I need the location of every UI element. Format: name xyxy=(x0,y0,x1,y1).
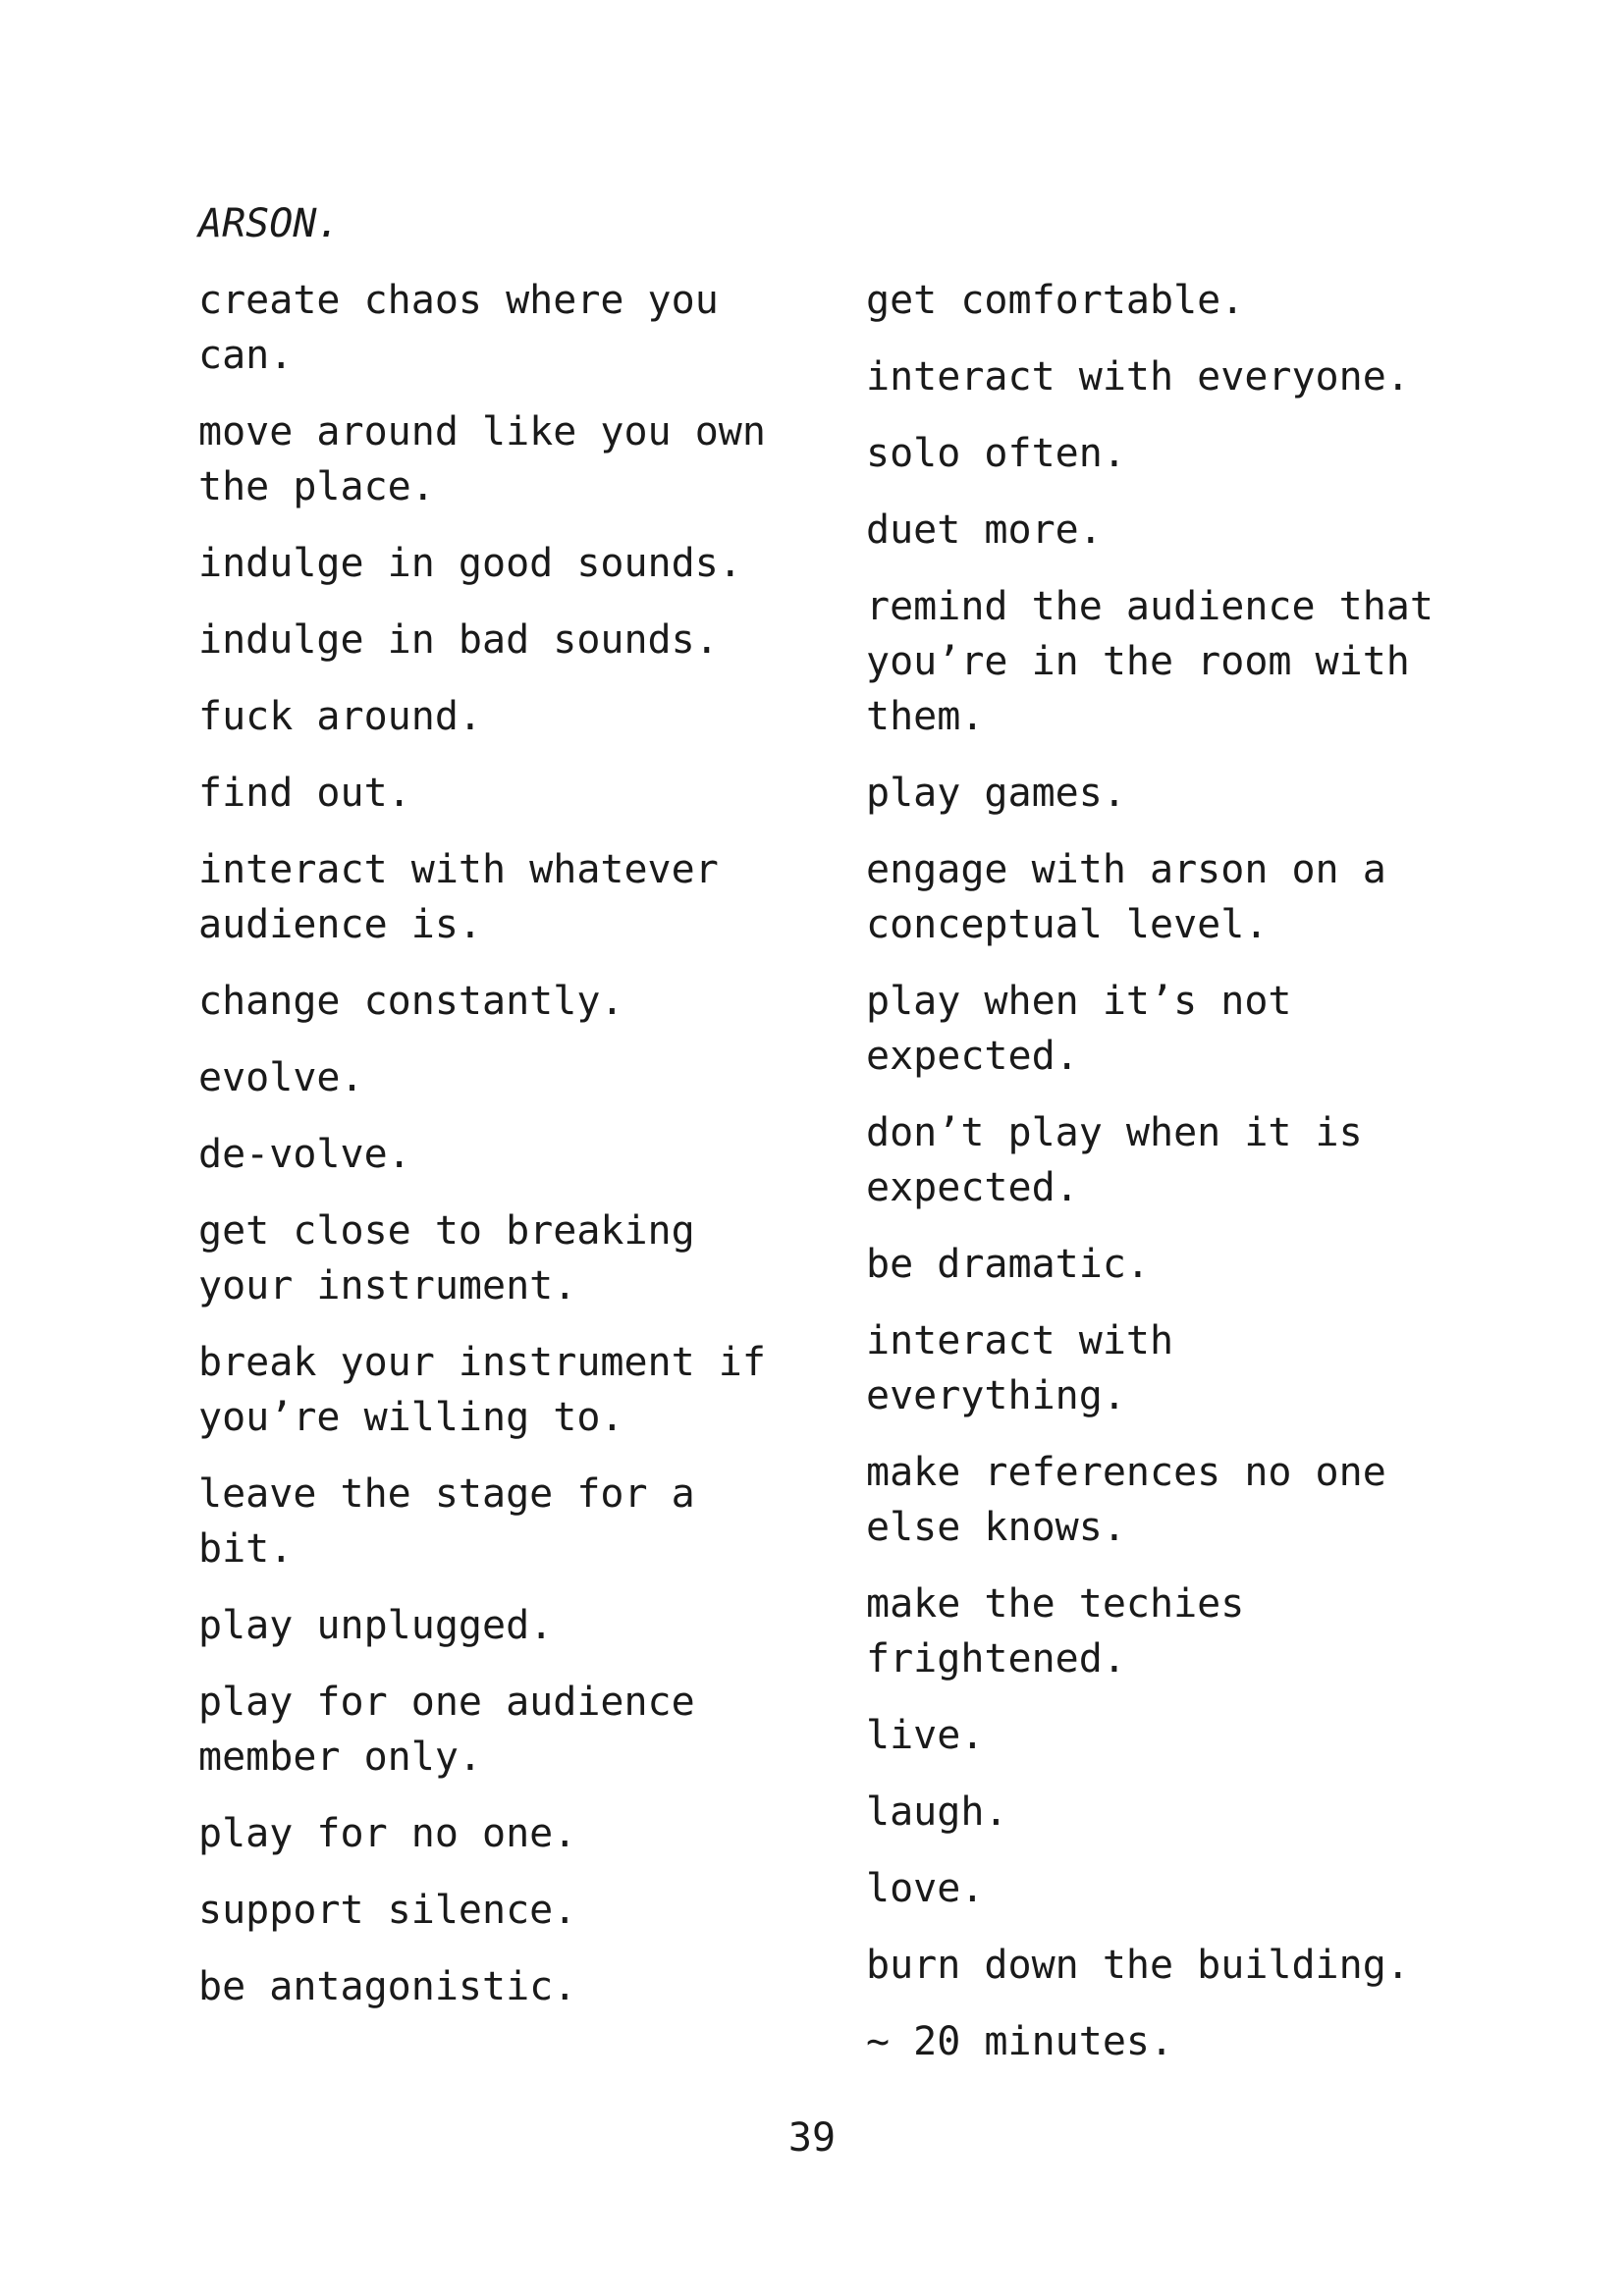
list-item: burn down the building. xyxy=(866,1943,1410,1988)
list-item: indulge in bad sounds. xyxy=(198,617,719,663)
instruction-list-left xyxy=(198,273,787,2014)
list-item: change constantly. xyxy=(198,979,624,1024)
list-item: be antagonistic. xyxy=(198,1964,577,2009)
list-item: support silence. xyxy=(198,1888,577,1933)
list-item: solo often. xyxy=(866,431,1126,476)
list-item: engage with arson on a conceptual level. xyxy=(866,847,1386,947)
left-column xyxy=(198,273,787,2036)
list-item: laugh. xyxy=(866,1789,1008,1835)
list-item: interact with everything. xyxy=(866,1318,1174,1418)
list-item: get comfortable. xyxy=(866,278,1245,323)
instruction-list-right xyxy=(866,273,1455,2069)
list-item: duet more. xyxy=(866,507,1103,553)
list-item: play games. xyxy=(866,771,1126,816)
list-item: interact with everyone. xyxy=(866,354,1410,400)
list-item: live. xyxy=(866,1713,985,1758)
list-item: play for no one. xyxy=(198,1811,577,1856)
right-column xyxy=(866,273,1455,2091)
list-item: find out. xyxy=(198,771,411,816)
list-item: ~ 20 minutes. xyxy=(866,2019,1174,2064)
list-item: make references no one else knows. xyxy=(866,1450,1386,1550)
list-item: create chaos where you can. xyxy=(198,278,719,378)
list-item: move around like you own the place. xyxy=(198,409,766,509)
list-item: play unplugged. xyxy=(198,1603,554,1648)
list-item: love. xyxy=(866,1866,985,1911)
list-item: get close to breaking your instrument. xyxy=(198,1208,695,1308)
list-item: play for one audience member only. xyxy=(198,1680,695,1780)
list-item: indulge in good sounds. xyxy=(198,541,742,586)
list-item: play when it’s not expected. xyxy=(866,979,1292,1079)
list-item: leave the stage for a bit. xyxy=(198,1471,695,1572)
list-item: be dramatic. xyxy=(866,1242,1150,1287)
list-item: de-volve. xyxy=(198,1132,411,1177)
list-item: interact with whatever audience is. xyxy=(198,847,719,947)
list-item: break your instrument if you’re willing to. xyxy=(198,1340,766,1440)
list-item: make the techies frightened. xyxy=(866,1581,1245,1682)
list-item: evolve. xyxy=(198,1055,364,1100)
page-number: 39 xyxy=(787,2115,837,2161)
list-item: fuck around. xyxy=(198,694,482,739)
list-item: don’t play when it is expected. xyxy=(866,1110,1363,1210)
list-item: remind the audience that you’re in the room with them. xyxy=(866,584,1434,739)
page-title: ARSON. xyxy=(198,201,341,246)
